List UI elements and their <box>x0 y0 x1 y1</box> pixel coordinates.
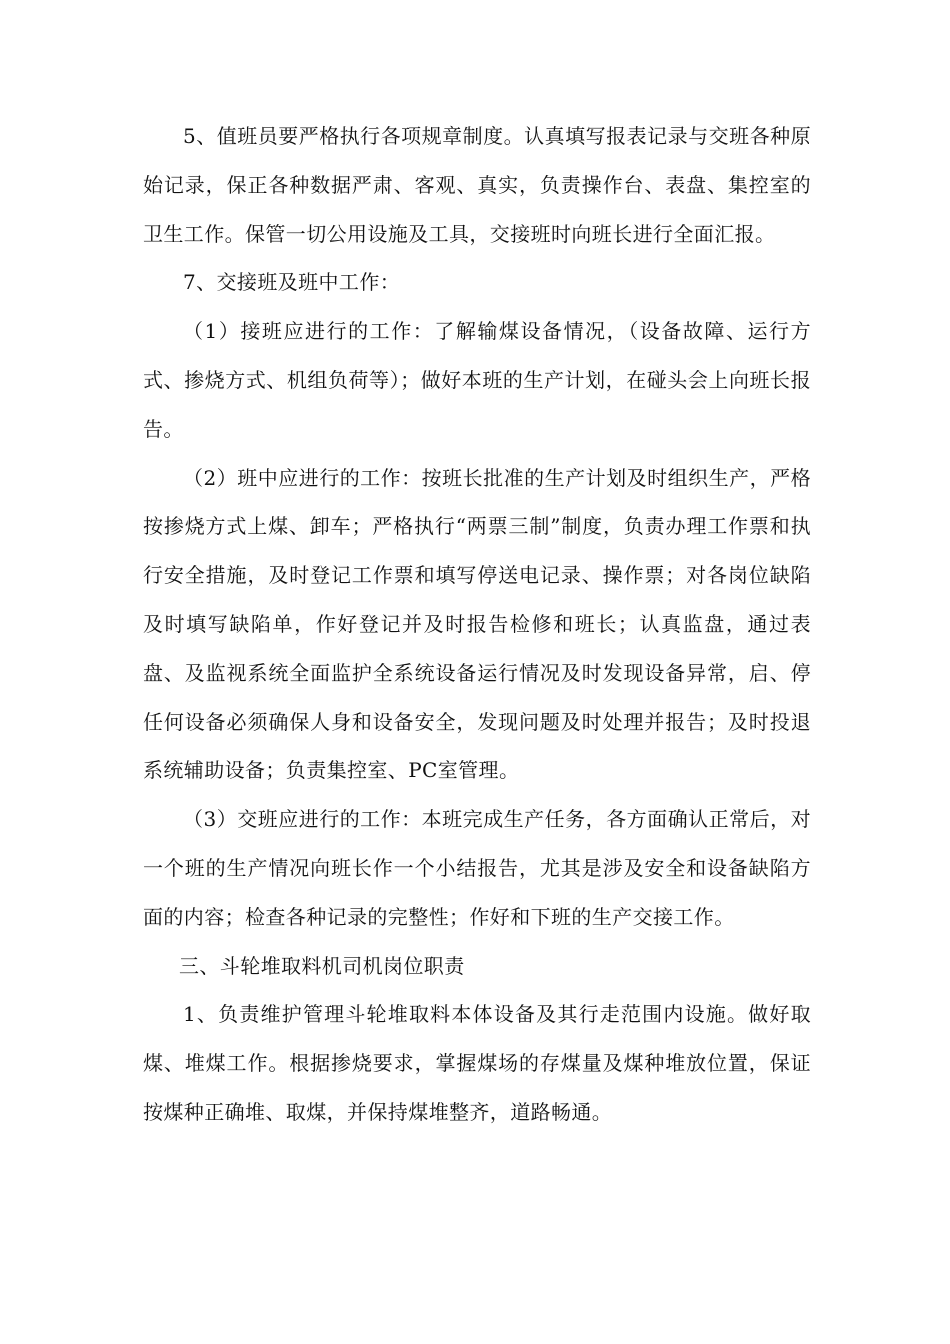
paragraph-stacker-duty-1: 1、负责维护管理斗轮堆取料本体设备及其行走范围内设施。做好取煤、堆煤工作。根据掺烧要求，掌握煤场的存煤量及煤种堆放位置，保证按煤种正确堆、取煤，并保持煤堆整齐，道路畅通。 <box>143 1002 811 1124</box>
paragraph-duty-5: 5、值班员要严格执行各项规章制度。认真填写报表记录与交班各种原始记录，保正各种数据严肃、客观、真实，负责操作台、表盘、集控室的卫生工作。保管一切公用设施及工具，交接班时向班长进行全面汇报。 <box>143 124 811 246</box>
paragraph-shift-takeover: （1）接班应进行的工作：了解输煤设备情况，（设备故障、运行方式、掺烧方式、机组负荷等）；做好本班的生产计划，在碰头会上向班长报告。 <box>143 319 811 441</box>
paragraph-mid-shift: （2）班中应进行的工作：按班长批准的生产计划及时组织生产，严格按掺烧方式上煤、卸车；严格执行“两票三制”制度，负责办理工作票和执行安全措施，及时登记工作票和填写停送电记录、操作票；对各岗位缺陷及时填写缺陷单，作好登记并及时报告检修和班长；认真监盘，通过表盘、及监视系统全面监护全系统设备运行情况及时发现设备异常，启、停任何设备必须确保人身和设备安全，发现问题及时处理并报告；及时投退系统辅助设备；负责集控室、PC室管理。 <box>143 465 811 783</box>
paragraph-shift-handover: （3）交班应进行的工作：本班完成生产任务，各方面确认正常后，对一个班的生产情况向班长作一个小结报告，尤其是涉及安全和设备缺陷方面的内容；检查各种记录的完整性；作好和下班的生产交接工作。 <box>143 807 811 929</box>
document-body <box>143 112 811 1137</box>
section-heading: 三、斗轮堆取料机司机岗位职责 <box>179 953 465 978</box>
paragraph-duty-7: 7、交接班及班中工作： <box>183 270 401 295</box>
